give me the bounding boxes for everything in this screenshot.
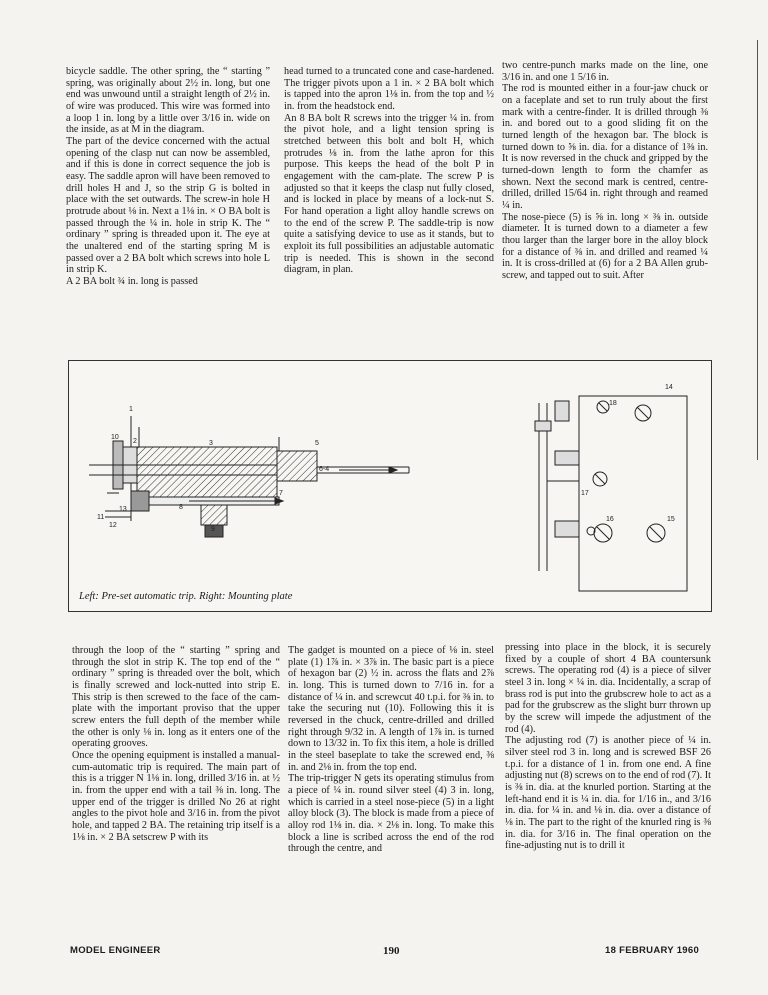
text-column-5: The gadget is mounted on a piece of ⅛ in. steel plate (1) 1⅞ in. × 3⅞ in. The basic part is a piece of hexagon bar (2) ½ in. across the flats and 2⅞ in. long. This is turned down to 7/16 in. for a distance of ¼ in. and screwcut 40 t.p.i. for ⅜ in. to take the securing nut (10). Following this it is reversed in the chuck, centre-drilled and drilled right through 9/32 in. A length of 1⅞ in. is turned down to 13/32 in. To fix this item, a hole is drilled in the steel baseplate to take the screwed end, ⅜ in. and 2⅛ in. from the top end. The trip-trigger N gets its operating stimulus from a piece of ¼ in. round silver steel (4) 3 in. long, which is carried in a steel nose-piece (5) in a light alloy block (3). The block is made from a piece of alloy rod 1⅛ in. dia. × 2⅛ in. long. To make this block a line is scribed across the end of the rod through the centre, and: [288, 645, 494, 855]
label-1: 1: [129, 406, 133, 413]
label-6-4: 6-4: [319, 466, 330, 473]
label-9: 9: [211, 526, 215, 533]
label-7: 7: [279, 490, 283, 497]
text-column-1: bicycle saddle. The other spring, the “ starting ” spring, was originally about 2½ in. long, but one end was unwound until a straight length of 2½ in. of wire was produced. This wire was formed into a loop 1 in. long by a little over 3/16 in. wide on the inside, as at M in the diagram. The part of the device concerned with the actual opening of the clasp nut can now be assembled, and if this is done in correct sequence the job is easy. The saddle apron will have been removed to drill holes H and J, so the strip G is bolted in place with the set outwards. The screw-in hole H protrude about ⅛ in. Next a 1⅛ in. × O BA bolt is passed through the ¼ in. hole in strip K. The “ ordinary ” spring is threaded upon it. The eye at the unaltered end of the starting spring M is passed over a 2 BA bolt which screws into hole L in strip K. A 2 BA bolt ¾ in. long is passed: [66, 66, 270, 287]
label-5: 5: [315, 440, 319, 447]
technical-drawing: [69, 361, 711, 611]
text-column-2: head turned to a truncated cone and case-hardened. The trigger pivots upon a 1 in. × 2 BA bolt which is tapped into the apron 1⅛ in. from the top and ½ in. from the headstock end. An 8 BA bolt R screws into the trigger ¼ in. from the pivot hole, and a light tension spring is stretched between this bolt and bolt H, which protrudes ⅛ in. from the lathe apron for this purpose. This keeps the head of the bolt P in engagement with the cam-plate. The screw P is adjusted so that it keeps the clasp nut fully closed, and is locked in place by means of a lock-nut S. For hand operation a light alloy handle screws on to the end of the screw P. The saddle-trip is now quite a satisfying device to use as it stands, but to exploit its full possibilities an adjustable automatic trip is needed. This is shown in the second diagram, in plan.: [284, 66, 494, 276]
label-14: 14: [665, 384, 673, 391]
label-8: 8: [179, 504, 183, 511]
label-15: 15: [667, 516, 675, 523]
nose-piece-5: [277, 451, 317, 481]
label-13: 13: [119, 506, 127, 513]
publication-name: MODEL ENGINEER: [70, 945, 161, 956]
page-number: 190: [383, 945, 400, 957]
text-column-3: two centre-punch marks made on the line, one 3/16 in. and one 1 5/16 in. The rod is mounted either in a four-jaw chuck or on a faceplate and set to run truly about the first mark with a centre-finder. It is drilled through ⅜ in. and bored out to a good sliding fit on the turned length of the hexagon bar. The block is turned down to ⅝ in. dia. for a distance of 1⅜ in. It is now reversed in the chuck and gripped by the turned-down length to form the chamfer as shown. Next the second mark is centred, centre-drilled, drilled 15/64 in. right through and reamed ¼ in. The nose-piece (5) is ⅝ in. long × ⅜ in. outside diameter. It is turned down to a diameter a few thou larger than the larger bore in the alloy block for a distance of ⅜ in. and drilled and reamed ¼ in. It is cross-drilled at (6) for a 2 BA Allen grub-screw, and tapped out to suit. After: [502, 60, 708, 281]
label-16: 16: [606, 516, 614, 523]
label-2: 2: [133, 438, 137, 445]
scan-edge-line: [757, 40, 758, 460]
label-12: 12: [109, 522, 117, 529]
text-column-4: through the loop of the “ starting ” spring and through the slot in strip K. The top end of the “ ordinary ” spring is threaded over the bolt, which is finally screwed and lock-nutted into strip E. This strip is then screwed to the face of the cam-plate with the important proviso that the upper screw enters the full depth of the member while the other is only ⅛ in. long as it enters one of the operating grooves. Once the opening equipment is installed a manual-cum-automatic trip is required. The main part of this is a trigger N 1⅛ in. long, drilled 3/16 in. at ½ in. from the upper end with a tail ⅜ in. long. The upper end of the trigger is drilled No 26 at right angles to the pivot hole and 3/16 in. from the pivot hole, and tapped 2 BA. The retaining trip itself is a 1⅛ in. × 2 BA setscrew P with its: [72, 645, 280, 843]
figure-diagram: [68, 360, 712, 612]
label-3: 3: [209, 440, 213, 447]
label-11: 11: [97, 514, 105, 521]
figure-caption: Left: Pre-set automatic trip. Right: Mounting plate: [79, 591, 293, 602]
label-10: 10: [111, 434, 119, 441]
issue-date: 18 FEBRUARY 1960: [605, 945, 700, 956]
text-column-6: pressing into place in the block, it is securely fixed by a couple of short 4 BA countersunk screws. The operating rod (4) is a piece of silver steel 3 in. long × ¼ in. dia. Incidentally, a scrap of brass rod is put into the grubscrew hole to act as a pad for the grubscrew as the slight burr thrown up by the screw will impede the adjustment of the rod (4). The adjusting rod (7) is another piece of ¼ in. silver steel rod 3 in. long and is screwed BSF 26 t.p.i. for a distance of 1 in. from one end. A fine adjusting nut (8) screws on to the end of rod (7). It is ⅜ in. dia. at the knurled portion. Starting at the left-hand end it is ¼ in. dia. for 1/16 in., and 3/16 in. dia. for ¼ in. and ⅛ in. dia. over a distance of ⅛ in. The part to the right of the knurled ring is ⅜ in. dia. for 3/16 in. The final operation on the fine-adjusting nut is to drill it: [505, 642, 711, 852]
alloy-block-3: [137, 447, 277, 497]
label-17: 17: [581, 490, 589, 497]
mounting-plate: [579, 396, 687, 591]
label-18: 18: [609, 400, 617, 407]
